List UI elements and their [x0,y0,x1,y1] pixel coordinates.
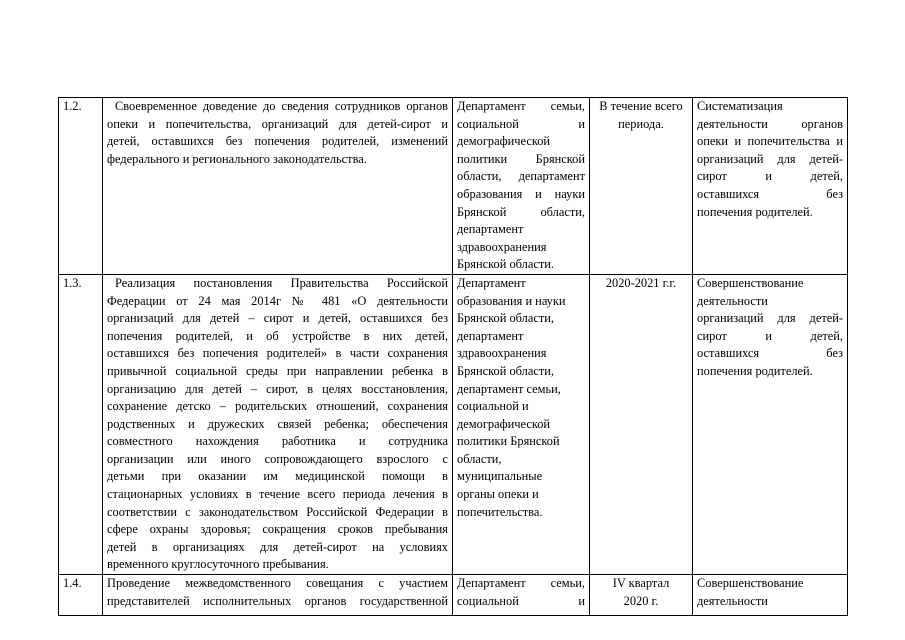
text-line: оставшихся без [697,346,843,361]
text-line: социальной и [457,399,529,414]
text-line: политики Брянской [457,434,560,449]
text-line: попечительства. [457,504,543,519]
text-line: организацию для детей – сирот, в целях восстановления, [107,381,448,396]
row-number: 1.2. [59,98,103,275]
text-line: соответствии с законодательством Российской Федерации в [107,504,448,519]
responsible-executors [453,98,590,275]
text-line: Департамент [457,275,526,290]
text-line: федерального и регионального законодательства. [107,151,367,166]
text-line: Департамент семьи, [457,99,585,113]
responsible-executors [453,274,590,574]
text-line: политики Брянской [457,151,585,166]
text-line: родственных и дружеских связей ребенка; обеспечения [107,416,448,431]
text-line: сирот и детей, [697,328,843,343]
execution-term [590,575,693,616]
text-line: Совершенствование [697,576,804,591]
text-line: Реализация постановления Правительства Российской [115,275,448,290]
text-line: Брянской области, [457,204,585,219]
text-line: оставшихся без попечения родителей» в части сохранения [107,346,448,361]
text-line: опеки и попечительства и [697,134,843,149]
text-line: сохранение детско – родительских отношений, сохранения [107,399,448,414]
text-line: сирот и детей, [697,169,843,184]
text-line: В течение всего [599,99,683,113]
text-line: привычной социальной среды при направлении ребенка в [107,363,448,378]
event-description [103,274,453,574]
expected-result [693,575,848,616]
text-line: демографической [457,134,551,149]
text-line: попечения родителей, и об устройстве в них детей, [107,328,448,343]
text-line: оставшихся без [697,186,843,201]
text-line: органы опеки и [457,487,539,502]
text-line: детей в организациях для детей-сирот на условиях [107,539,448,554]
text-line: Департамент семьи, [457,576,585,591]
text-line: Брянской области, [457,363,554,378]
text-line: демографической [457,416,551,431]
text-line: попечения родителей. [697,363,813,378]
text-line: области, [457,451,502,466]
text-line: попечения родителей. [697,204,813,219]
text-line: социальной и [457,593,585,608]
text-line: департамент семьи, [457,381,561,396]
text-line: периода. [618,116,664,131]
table-row [59,575,848,616]
text-line: Своевременное доведение до сведения сотрудников органов [115,99,448,113]
text-line: образования и науки [457,293,566,308]
text-line: образования и науки [457,186,585,201]
text-line: детей, оставшихся без попечения родителей, изменений [107,134,448,149]
expected-result [693,98,848,275]
text-line: социальной и [457,116,585,131]
text-line: опеки и попечительства, организаций для детей-сирот и [107,116,448,131]
text-line: 2020 г. [623,593,659,608]
text-line: департамент [457,222,524,237]
text-line: Брянской области. [457,257,554,272]
execution-term [590,98,693,275]
responsible-executors [453,575,590,616]
text-line: здравоохранения [457,346,547,361]
text-line: детьми при оказании им медицинской помощи в [107,469,448,484]
text-line: муниципальные [457,469,543,484]
table-row [59,98,848,275]
row-number: 1.3. [59,274,103,574]
text-line: организаций для детей- [697,311,843,326]
text-line: департамент [457,328,524,343]
text-line: области, департамент [457,169,585,184]
text-line: временного круглосуточного пребывания. [107,557,329,572]
text-line: организаций для детей- [697,151,843,166]
text-line: организаций для детей – сирот и детей, оставшихся без [107,311,448,326]
row-number: 1.4. [59,575,103,616]
event-description [103,98,453,275]
text-line: IV квартал [612,576,670,591]
action-plan-table [58,97,848,616]
text-line: здравоохранения [457,239,547,254]
text-line: сфере охраны здоровья; сокращения сроков пребывания [107,522,448,537]
text-line: 2020-2021 г.г. [605,275,677,290]
text-line: Совершенствование [697,275,804,290]
text-line: совместного нахождения работника и сотрудника [107,434,448,449]
text-line: деятельности [697,293,768,308]
text-line: деятельности [697,593,768,608]
text-line: организации или иного сопровождающего взрослого с [107,451,448,466]
text-line: стационарных условиях в течение всего периода лечения в [107,487,448,502]
text-line: Систематизация [697,99,783,113]
event-description [103,575,453,616]
text-line: деятельности органов [697,116,843,131]
table-row [59,274,848,574]
text-line: представителей исполнительных органов государственной [107,593,448,608]
text-line: Брянской области, [457,311,554,326]
text-line: Проведение межведомственного совещания с участием [107,576,448,591]
execution-term [590,274,693,574]
expected-result [693,274,848,574]
text-line: Федерации от 24 мая 2014г № 481 «О деятельности [107,293,448,308]
